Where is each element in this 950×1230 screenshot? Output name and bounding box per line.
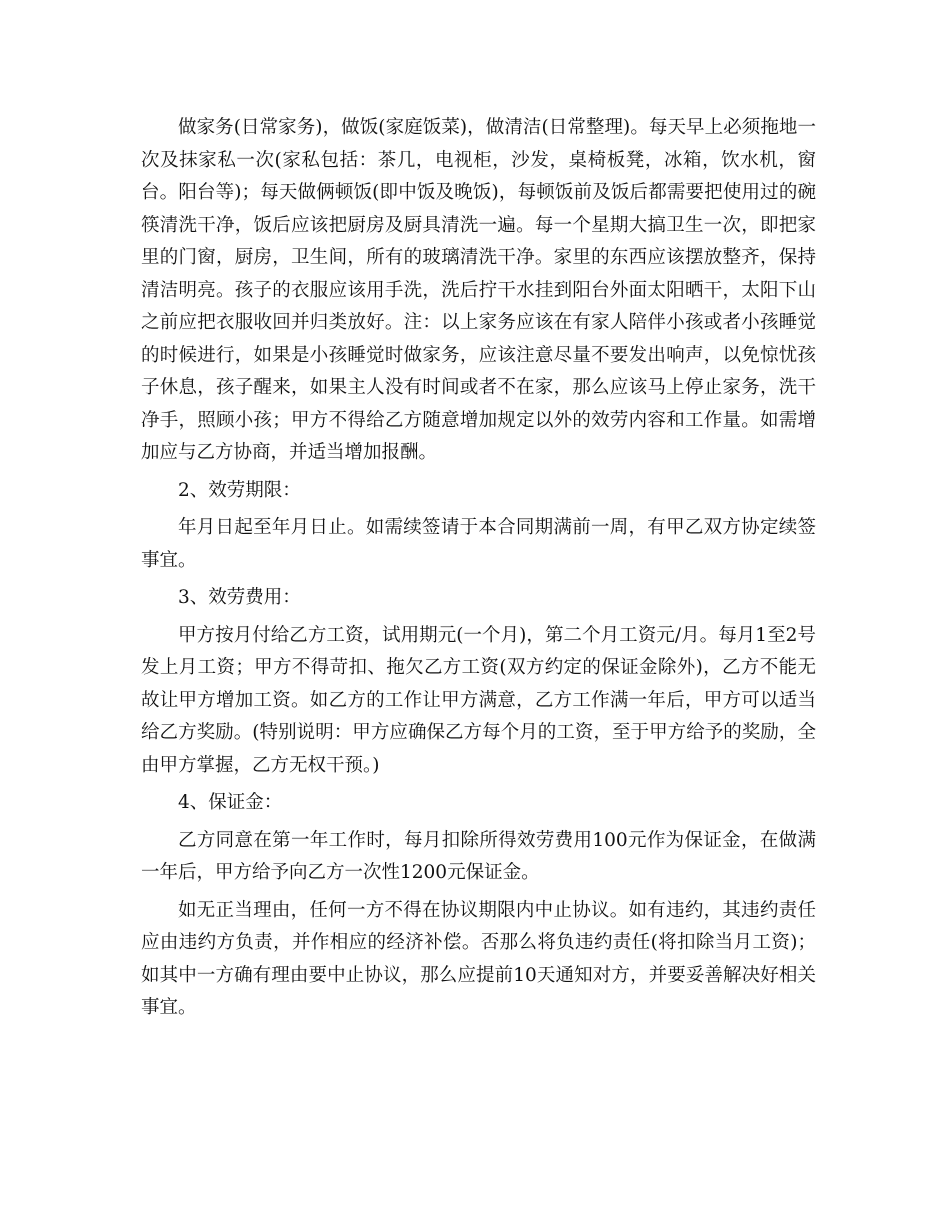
paragraph-service-fee: 甲方按月付给乙方工资，试用期元(一个月)，第二个月工资元/月。每月1至2号发上月工资；甲方不得苛扣、拖欠乙方工资(双方约定的保证金除外)，乙方不能无故让甲方增加工资。如乙方的工作让甲方满意，乙方工作满一年后，甲方可以适当给乙方奖励。(特别说明：甲方应确保乙方每个月的工资，至于甲方给予的奖励，全由甲方掌握，乙方无权干预。) bbox=[141, 624, 816, 776]
paragraph-duties: 做家务(日常家务)，做饭(家庭饭菜)，做清洁(日常整理)。每天早上必须拖地一次及抹家私一次(家私包括：茶几，电视柜，沙发，桌椅板凳，冰箱，饮水机，窗台。阳台等)；每天做俩顿饭(即中饭及晚饭)，每顿饭前及饭后都需要把使用过的碗筷清洗干净，饭后应该把厨房及厨具清洗一遍。每一个星期大搞卫生一次，即把家里的门窗，厨房，卫生间，所有的玻璃清洗干净。家里的东西应该摆放整齐，保持清洁明亮。孩子的衣服应该用手洗，洗后拧干水挂到阳台外面太阳晒干，太阳下山之前应把衣服收回并归类放好。注：以上家务应该在有家人陪伴小孩或者小孩睡觉的时候进行，如果是小孩睡觉时做家务，应该注意尽量不要发出响声，以免惊忧孩子休息，孩子醒来，如果主人没有时间或者不在家，那么应该马上停止家务，洗干净手，照顾小孩；甲方不得给乙方随意增加规定以外的效劳内容和工作量。如需增加应与乙方协商，并适当增加报酬。 bbox=[141, 117, 816, 463]
document-body bbox=[141, 112, 816, 1030]
heading-service-fee: 3、效劳费用： bbox=[178, 587, 301, 608]
paragraph-deposit: 乙方同意在第一年工作时，每月扣除所得效劳费用100元作为保证金，在做满一年后，甲方给予向乙方一次性1200元保证金。 bbox=[141, 829, 816, 883]
heading-deposit: 4、保证金： bbox=[178, 792, 283, 813]
paragraph-service-period: 年月日起至年月日止。如需续签请于本合同期满前一周，有甲乙双方协定续签事宜。 bbox=[141, 517, 816, 571]
heading-service-period: 2、效劳期限： bbox=[178, 479, 301, 501]
paragraph-termination: 如无正当理由，任何一方不得在协议期限内中止协议。如有违约，其违约责任应由违约方负责，并作相应的经济补偿。否那么将负违约责任(将扣除当月工资)；如其中一方确有理由要中止协议，那么应提前10天通知对方，并要妥善解决好相关事宜。 bbox=[141, 899, 816, 1018]
